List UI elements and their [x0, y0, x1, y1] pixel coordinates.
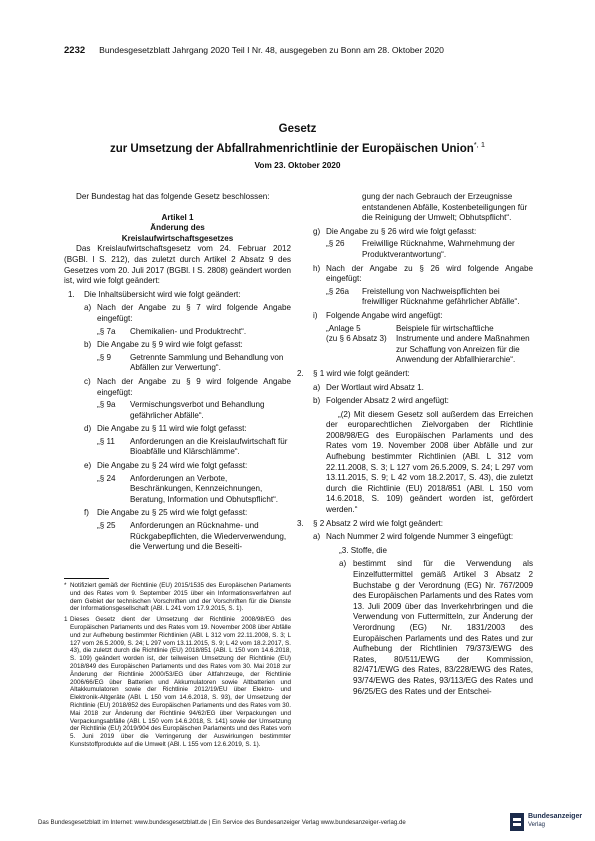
sublist-1-cont — [313, 227, 533, 366]
sublist-3 — [313, 532, 533, 697]
entry-25: „§ 25 Anforderungen an Rücknahme- und Rückgabepflichten, die Wiederverwendung, die Verwertung und die Beseiti- — [97, 521, 287, 552]
entry-26: „§ 26 Freiwillige Rücknahme, Wahrnehmung der Produktverantwortung“. — [326, 239, 515, 259]
sublist-1 — [64, 303, 291, 552]
list-item-1h: h) Nach der Angabe zu § 26 wird folgende Angabe eingefügt: — [313, 263, 533, 284]
entry-25-continued: gung der nach Gebrauch der Erzeugnisse entstandenen Abfälle, Kostenbeteiligungen für die Reinigung der Umwelt; Obhutspflicht“. — [362, 192, 528, 223]
article-body: Das Kreislaufwirtschaftsgesetz vom 24. Februar 2012 (BGBl. I S. 212), das zuletzt durch Artikel 2 Absatz 9 des Gesetzes vom 20. Juli 2017 (BGBl. I S. 2808) geändert worden ist, wird wie folgt geändert: — [64, 244, 291, 286]
article-subtitle-1: Änderung des — [150, 223, 205, 233]
entry-24: „§ 24 Anforderungen an Verbote, Beschränkungen, Kennzeichnungen, Beratung, Information und Obhutspflicht“. — [97, 473, 279, 504]
footnote-star: * Notifiziert gemäß der Richtlinie (EU) 2015/1535 des Europäischen Parlaments und des Rates vom 9. September 2015 über ein Informationsverfahren auf dem Gebiet der technischen Vorschriften und der Vorschriften für die Dienste der Informationsgesellschaft (ABl. L 241 vom 17.9.2015, S. 1). — [64, 582, 291, 613]
list-item-1f: f) Die Angabe zu § 25 wird wie folgt gefasst: — [84, 508, 248, 518]
list-item-1: 1. Die Inhaltsübersicht wird wie folgt geändert: — [68, 289, 241, 299]
entry-9a: „§ 9a Vermischungsverbot und Behandlung gefährlicher Abfälle“. — [97, 400, 265, 420]
list-item-3: 3. § 2 Absatz 2 wird wie folgt geändert: — [297, 518, 444, 528]
law-title — [40, 122, 555, 157]
paragraph-2-quote: „(2) Mit diesem Gesetz soll außerdem das Erreichen der europarechtlichen Zielvorgaben der Richtlinie 2008/98/EG des Europäischen Parlaments und des Rates vom 19. November 2008 über Abfälle und zur Aufhebung bestimmter Richtlinien (ABl. L 312 vom 22.11.2008, S. 3; L 127 vom 26.5.2009, S. 24; L 297 vom 13.11.2015, S. 9; L 42 vom 18.2.2017, S. 43), die zuletzt durch die Richtlinie (EU) 2018/851 (ABl. L 150 vom 14.6.2018, S. 109) geändert worden ist, gefördert werden.“ — [326, 409, 533, 515]
title-line2: zur Umsetzung der Abfallrahmenrichtlinie der Europäischen Union — [109, 142, 474, 155]
law-date: Vom 23. Oktober 2020 — [254, 160, 341, 170]
bundesanzeiger-logo-icon — [510, 813, 524, 831]
title-line1: Gesetz — [278, 123, 317, 135]
list-item-2b: b) Folgender Absatz 2 wird angefügt: — [313, 396, 449, 406]
entry-anlage-5: „Anlage 5 (zu § 6 Absatz 3) Beispiele für wirtschaftliche Instrumente und andere Maßnahmen zur Schaffung von Anreizen für die Anwendung der Abfallhierarchie“. — [326, 323, 530, 365]
entry-7a: „§ 7a Chemikalien- und Produktrecht“. — [97, 326, 247, 336]
right-column — [297, 192, 533, 697]
list-item-1a: a) Nach der Angabe zu § 7 wird folgende Angabe eingefügt: — [84, 303, 291, 323]
list-item-1e: e) Die Angabe zu § 24 wird wie folgt gefasst: — [84, 461, 248, 471]
logo-line1: Bundesanzeiger — [528, 813, 583, 820]
title-footnote-ref: *, 1 — [473, 140, 486, 149]
list-item-1g: g) Die Angabe zu § 26 wird wie folgt gefasst: — [313, 226, 477, 236]
intro-text: Der Bundestag hat das folgende Gesetz beschlossen: — [76, 192, 270, 201]
sublist-2 — [313, 383, 533, 516]
list-item-3a: a) Nach Nummer 2 wird folgende Nummer 3 eingefügt: — [313, 532, 514, 542]
publisher-logo — [510, 812, 585, 832]
number-3-item-a: a) bestimmt sind für die Verwendung als Einzelfuttermittel gemäß Artikel 3 Absatz 2 Buchstabe g der Verordnung (EG) Nr. 767/2009 des Europäischen Parlaments und des Rates vom 13. Juli 2009 über das Inverkehrbringen und die Verwendung von Futtermitteln, zur Änderung der Verordnung (EG) Nr. 1831/2003 des Europäischen Parlaments und des Rates und zur Aufhebung der Richtlinien 79/373/EWG des Rates, 80/511/EWG der Kommission, 82/471/EWG des Rates, 83/228/EWG des Rates, 93/74/EWG des Rates, 93/113/EG des Rates und 96/25/EG des Rates und der Entschei- — [339, 559, 533, 696]
list-item-2: 2. § 1 wird wie folgt geändert: — [297, 368, 410, 378]
list-item-1d: d) Die Angabe zu § 11 wird wie folgt gefasst: — [84, 424, 247, 434]
page-footer: Das Bundesgesetzblatt im Internet: www.bundesgesetzblatt.de | Ein Service des Bundesanzeiger Verlag www.bundesanzeiger-verlag.de — [38, 819, 406, 826]
page-number: 2232 — [64, 45, 86, 56]
list-item-1b: b) Die Angabe zu § 9 wird wie folgt gefasst: — [84, 340, 243, 350]
article-subtitle-2: Kreislaufwirtschaftsgesetzes — [121, 233, 234, 243]
page-header — [64, 45, 534, 56]
footnote-1: 1 Dieses Gesetz dient der Umsetzung der Richtlinie 2008/98/EG des Europäischen Parlaments und des Rates vom 19. November 2008 über Abfälle und zur Aufhebung bestimmter Richtlinien (ABl. L 312 vom 22.11.2008, S. 3; L 127 vom 26.5.2009, S. 24; L 297 vom 13.11.2015, S. 9; L 42 vom 18.2.2017, S. 43), die zuletzt durch die Richtlinie (EU) 2018/851 (ABl. L 150 vom 14.6.2018, S. 109) geändert worden ist, der teilweisen Umsetzung der Richtlinie (EU) 2018/849 des Europäischen Parlaments und des Rates vom 30. Mai 2018 zur Änderung der Richtlinie 2000/53/EG über Altfahrzeuge, der Richtlinie 2006/66/EG über Batterien und Akkumulatoren sowie Altbatterien und Altakkumulatoren sowie der Richtlinie 2012/19/EU über Elektro- und Elektronik-Altgeräte (ABl. L 150 vom 14.6.2018, S. 93), der Umsetzung der Richtlinie (EU) 2018/852 des Europäischen Parlaments und des Rates vom 30. Mai 2018 zur Änderung der Richtlinie 94/62/EG über Verpackungen und Verpackungsabfälle (ABl. L 150 vom 14.6.2018, S. 141) sowie der Umsetzung der Richtlinie (EU) 2019/904 des Europäischen Parlaments und des Rates vom 5. Juni 2019 über die Verringerung der Auswirkungen bestimmter Kunststoffprodukte auf die Umwelt (ABl. L 155 vom 12.6.2019, S. 1). — [64, 616, 291, 748]
list-item-2a: a) Der Wortlaut wird Absatz 1. — [313, 382, 424, 392]
article-heading: Artikel 1 — [161, 212, 194, 222]
list-item-1i: i) Folgende Angabe wird angefügt: — [313, 310, 443, 320]
footnotes — [64, 582, 291, 752]
logo-line2: Verlag — [528, 822, 546, 828]
entry-11: „§ 11 Anforderungen an die Kreislaufwirtschaft für Bioabfälle und Klärschlämme“. — [97, 436, 288, 457]
left-column — [64, 192, 291, 556]
list-item-1c: c) Nach der Angabe zu § 9 wird folgende Angabe eingefügt: — [84, 376, 291, 397]
entry-26a: „§ 26a Freistellung von Nachweispflichten bei freiwilliger Rücknahme gefährlicher Abfälle“. — [326, 286, 520, 307]
entry-9: „§ 9 Getrennte Sammlung und Behandlung von Abfällen zur Verwertung“. — [97, 352, 284, 373]
header-text: Bundesgesetzblatt Jahrgang 2020 Teil I Nr. 48, ausgegeben zu Bonn am 28. Oktober 2020 — [99, 45, 444, 55]
footnote-divider — [64, 578, 109, 579]
number-3-heading: „3. Stoffe, die — [339, 545, 387, 555]
